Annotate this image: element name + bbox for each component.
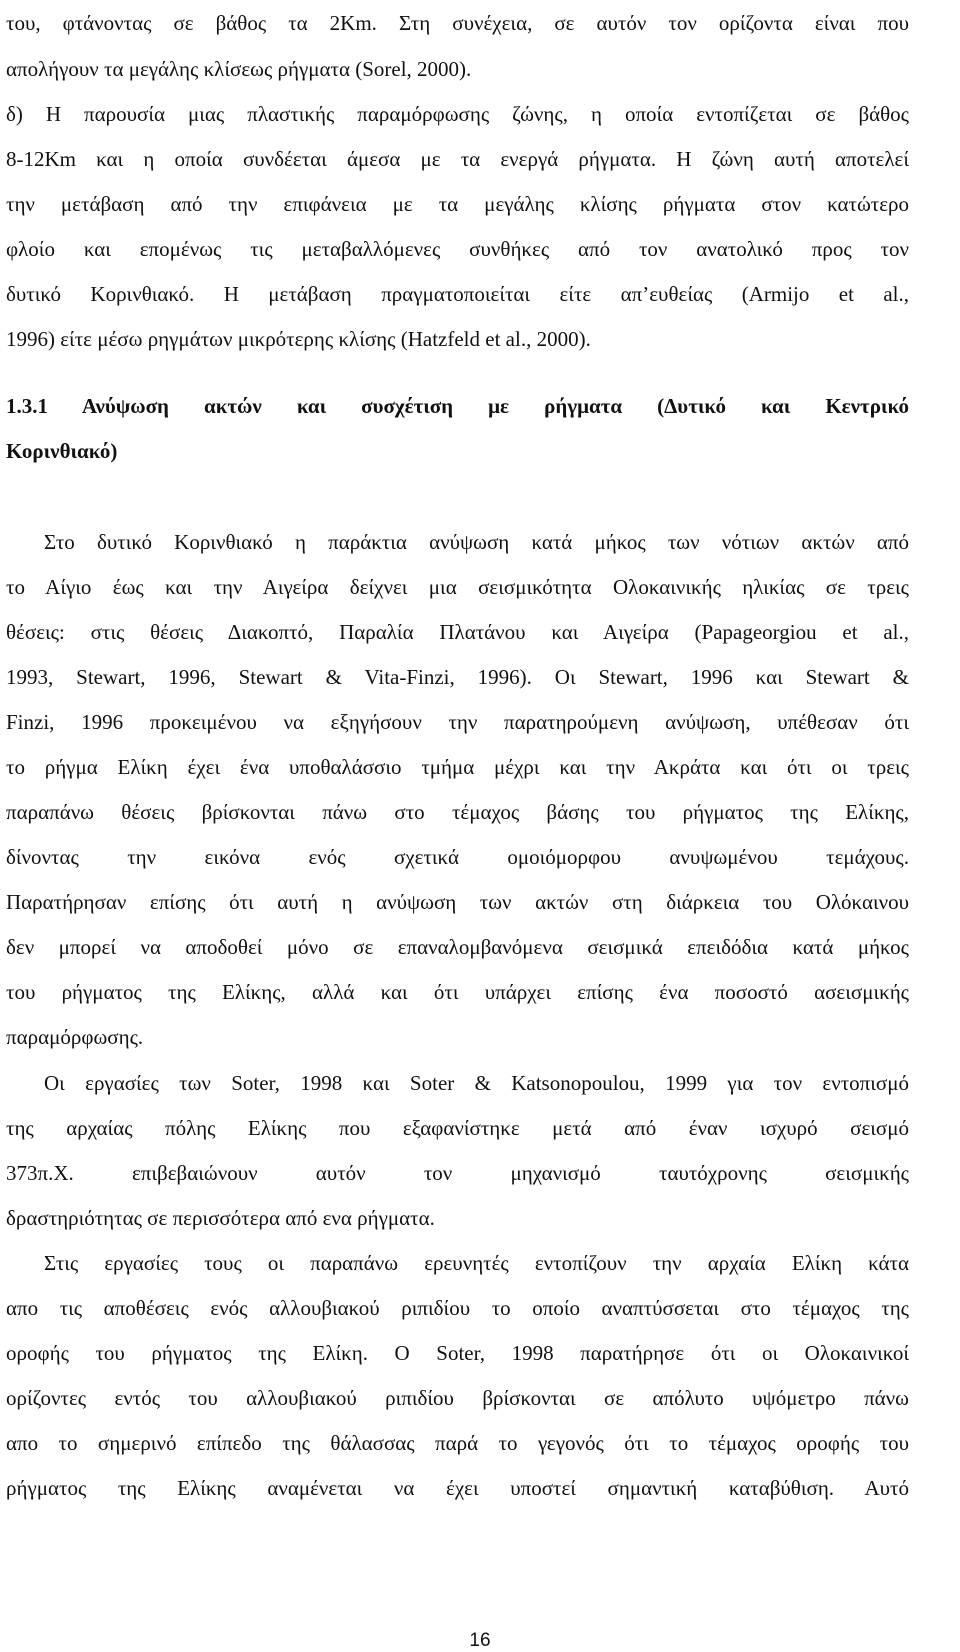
text-line: 1993, Stewart, 1996, Stewart & Vita-Finzi, 1996). Οι Stewart, 1996 και Stewart & bbox=[6, 665, 909, 689]
text-line: δίνοντας την εικόνα ενός σχετικά ομοιόμορφου ανυψωμένου τεμάχους. bbox=[6, 845, 909, 869]
text-line: δυτικό Κορινθιακό. Η μετάβαση πραγματοποιείται είτε απ’ευθείας (Armijo et al., bbox=[6, 282, 909, 306]
text-line: Παρατήρησαν επίσης ότι αυτή η ανύψωση των ακτών στη διάρκεια του Ολόκαινου bbox=[6, 890, 909, 914]
text-line: της αρχαίας πόλης Ελίκης που εξαφανίστηκε μετά από έναν ισχυρό σεισμό bbox=[6, 1116, 909, 1140]
text-line: απο τις αποθέσεις ενός αλλουβιακού ριπιδίου το οποίο αναπτύσσεται στο τέμαχος της bbox=[6, 1296, 909, 1320]
text-line: του, φτάνοντας σε βάθος τα 2Km. Στη συνέχεια, σε αυτόν τον ορίζοντα είναι που bbox=[6, 11, 909, 35]
text-line: ρήγματος της Ελίκης αναμένεται να έχει υποστεί σημαντική καταβύθιση. Αυτό bbox=[6, 1476, 909, 1500]
text-line: το ρήγμα Ελίκη έχει ένα υποθαλάσσιο τμήμα μέχρι και την Ακράτα και ότι οι τρεις bbox=[6, 755, 909, 779]
text-line: δ) Η παρουσία μιας πλαστικής παραμόρφωσης ζώνης, η οποία εντοπίζεται σε βάθος bbox=[6, 102, 909, 126]
text-line: παραμόρφωσης. bbox=[6, 1025, 144, 1049]
text-line: θέσεις: στις θέσεις Διακοπτό, Παραλία Πλατάνου και Αιγείρα (Papageorgiou et al., bbox=[6, 620, 909, 644]
text-line: δεν μπορεί να αποδοθεί μόνο σε επαναλομβανόμενα σεισμικά επειδόδια κατά μήκος bbox=[6, 935, 909, 959]
text-line: την μετάβαση από την επιφάνεια με τα μεγάλης κλίσης ρήγματα στον κατώτερο bbox=[6, 192, 909, 216]
paragraph-first-line: Στο δυτικό Κορινθιακό η παράκτια ανύψωση κατά μήκος των νότιων ακτών από bbox=[44, 530, 909, 554]
paragraph-first-line: Στις εργασίες τους οι παραπάνω ερευνητές εντοπίζουν την αρχαία Ελίκη κάτα bbox=[44, 1251, 909, 1275]
paragraph-first-line: Οι εργασίες των Soter, 1998 και Soter & Katsonopoulou, 1999 για τον εντοπισμό bbox=[44, 1071, 909, 1095]
page-number: 16 bbox=[469, 1630, 491, 1651]
text-line: Finzi, 1996 προκειμένου να εξηγήσουν την παρατηρούμενη ανύψωση, υπέθεσαν ότι bbox=[6, 710, 909, 734]
text-line: 8-12Km και η οποία συνδέεται άμεσα με τα ενεργά ρήγματα. Η ζώνη αυτή αποτελεί bbox=[6, 147, 909, 171]
text-line: του ρήγματος της Ελίκης, αλλά και ότι υπάρχει επίσης ένα ποσοστό ασεισμικής bbox=[6, 980, 909, 1004]
section-heading-continuation: Κορινθιακό) bbox=[6, 439, 118, 463]
text-line: το Αίγιο έως και την Αιγείρα δείχνει μια σεισμικότητα Ολοκαινικής ηλικίας σε τρεις bbox=[6, 575, 909, 599]
text-line: παραπάνω θέσεις βρίσκονται πάνω στο τέμαχος βάσης του ρήγματος της Ελίκης, bbox=[6, 800, 909, 824]
text-line: ορίζοντες εντός του αλλουβιακού ριπιδίου βρίσκονται σε απόλυτο υψόμετρο πάνω bbox=[6, 1386, 909, 1410]
text-line: φλοίο και επομένως τις μεταβαλλόμενες συνθήκες από τον ανατολικό προς τον bbox=[6, 237, 909, 261]
text-line: απολήγουν τα μεγάλης κλίσεως ρήγματα (Sorel, 2000). bbox=[6, 57, 472, 81]
text-line: απο το σημερινό επίπεδο της θάλασσας παρά το γεγονός ότι το τέμαχος οροφής του bbox=[6, 1431, 909, 1455]
text-line: δραστηριότητας σε περισσότερα από ενα ρήγματα. bbox=[6, 1206, 435, 1230]
text-line: οροφής του ρήγματος της Ελίκη. Ο Soter, 1998 παρατήρησε ότι οι Ολοκαινικοί bbox=[6, 1341, 909, 1365]
text-line: 1996) είτε μέσω ρηγμάτων μικρότερης κλίσης (Hatzfeld et al., 2000). bbox=[6, 327, 591, 351]
text-line: 373π.Χ. επιβεβαιώνουν αυτόν τον μηχανισμό ταυτόχρονης σεισμικής bbox=[6, 1161, 909, 1185]
section-heading: 1.3.1 Ανύψωση ακτών και συσχέτιση με ρήγματα (Δυτικό και Κεντρικό bbox=[6, 394, 909, 418]
